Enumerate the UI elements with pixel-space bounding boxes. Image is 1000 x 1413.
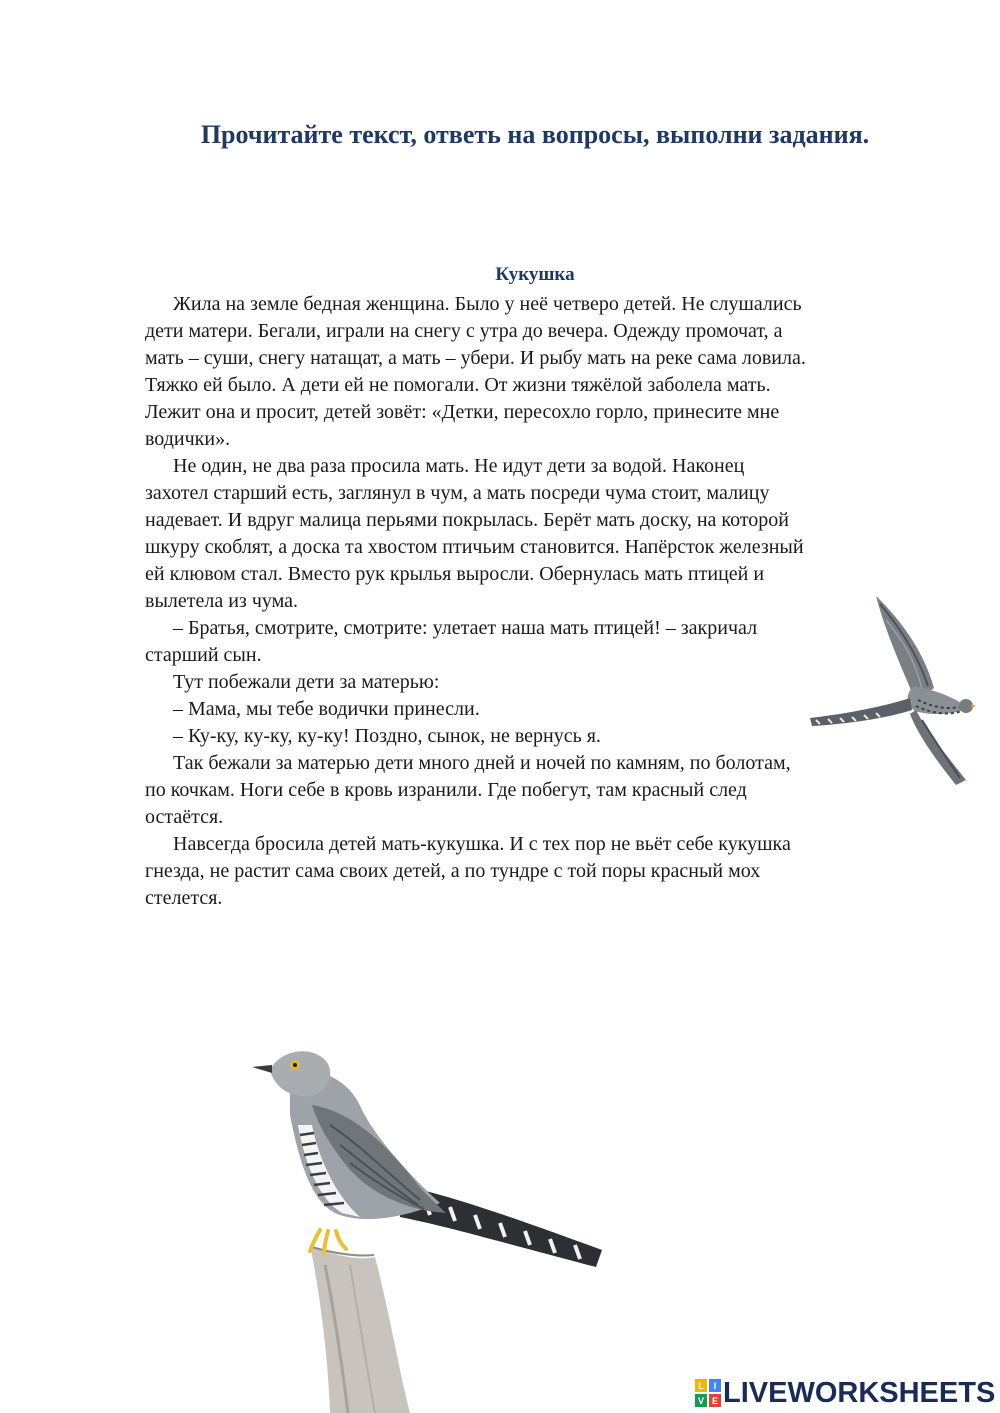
story-line: надевает. И вдруг малица перьями покрылась. Берёт мать доску, на которой: [145, 509, 790, 531]
logo-block-letter: V: [697, 1396, 705, 1406]
story-line: мать – суши, снегу натащат, а мать – убери. И рыбу мать на реке сама ловила.: [145, 347, 806, 369]
page-heading: Прочитайте текст, ответь на вопросы, выполни задания.: [200, 120, 870, 149]
story-line: старший сын.: [145, 644, 262, 666]
story-line: по кочкам. Ноги себе в кровь изранили. Где побегут, там красный след: [145, 779, 747, 801]
story-title: Кукушка: [495, 264, 575, 285]
story-line: гнезда, не растит сама своих детей, а по тундре с той поры красный мох: [145, 860, 761, 882]
logo-block-letter: L: [698, 1381, 704, 1391]
story-line: Тут побежали дети за матерью:: [173, 671, 440, 693]
story-line: остаётся.: [145, 806, 224, 828]
liveworksheets-logo: [695, 1376, 995, 1410]
story-line: стелется.: [145, 887, 223, 909]
story-line: захотел старший есть, заглянул в чум, а мать посреди чума стоит, малицу: [145, 482, 770, 504]
story-line: водички».: [145, 428, 231, 450]
story-line: – Мама, мы тебе водички принесли.: [173, 698, 480, 720]
logo-block-letter: I: [713, 1381, 717, 1391]
story-line: Тяжко ей было. А дети ей не помогали. От жизни тяжёлой заболела мать.: [145, 374, 771, 396]
liveworksheets-blocks-icon: [695, 1379, 721, 1407]
story-line: дети матери. Бегали, играли на снегу с утра до вечера. Одежду промочат, а: [145, 320, 783, 342]
logo-block-letter: E: [711, 1396, 719, 1406]
perched-cuckoo-illustration: [250, 1035, 610, 1413]
story-line: Жила на земле бедная женщина. Было у неё четверо детей. Не слушались: [173, 293, 802, 315]
story-line: вылетела из чума.: [145, 590, 299, 612]
flying-cuckoo-illustration: [806, 590, 976, 790]
story-line: ей клювом стал. Вместо рук крылья выросли. Обернулась мать птицей и: [145, 563, 765, 585]
story-line: Так бежали за матерью дети много дней и ночей по камням, по болотам,: [173, 752, 791, 774]
story-line: Навсегда бросила детей мать-кукушка. И с тех пор не вьёт себе кукушка: [173, 833, 791, 855]
story-line: шкуру скоблят, а доска та хвостом птичьим становится. Напёрсток железный: [145, 536, 804, 558]
logo-text: LIVEWORKSHEETS: [723, 1376, 996, 1409]
story-line: Лежит она и просит, детей зовёт: «Детки, пересохло горло, принесите мне: [145, 401, 780, 423]
story-line: Не один, не два раза просила мать. Не идут дети за водой. Наконец: [173, 455, 745, 477]
story-line: – Ку-ку, ку-ку, ку-ку! Поздно, сынок, не вернусь я.: [173, 725, 601, 747]
story-line: – Братья, смотрите, смотрите: улетает наша мать птицей! – закричал: [173, 617, 758, 639]
